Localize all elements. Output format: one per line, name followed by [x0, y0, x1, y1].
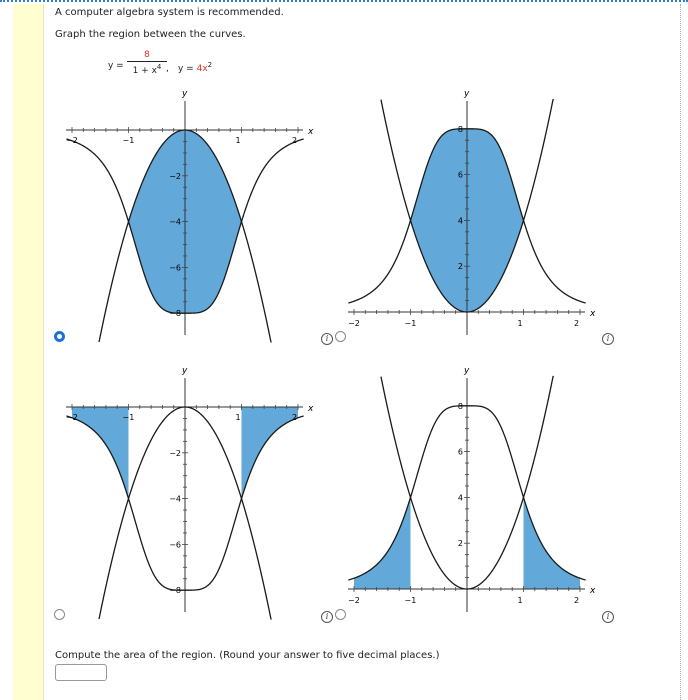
x-tick-label: 1	[235, 413, 241, 422]
y-tick-label: 6	[457, 447, 463, 457]
eq1-lhs: y =	[108, 61, 124, 71]
x-tick-label: −1	[122, 136, 135, 145]
y-tick-label: 4	[457, 216, 463, 226]
y-tick-label: −6	[169, 540, 181, 550]
radio-option-a[interactable]	[54, 331, 65, 342]
question-gutter	[13, 4, 44, 700]
instruction-text: Graph the region between the curves.	[55, 29, 246, 40]
eq1-numerator: 8	[127, 50, 167, 62]
graph-option-c	[58, 362, 320, 624]
eq1-denominator	[127, 62, 167, 76]
y-tick-label: −4	[169, 217, 181, 227]
y-tick-label: 8	[457, 401, 463, 411]
x-tick-label: 1	[517, 596, 523, 605]
x-tick-label: −1	[122, 413, 135, 422]
graph-option-a	[58, 85, 320, 347]
page-right-border	[680, 4, 682, 700]
info-icon[interactable]: i	[602, 333, 614, 345]
area-question: Compute the area of the region. (Round your answer to five decimal places.)	[55, 650, 440, 661]
y-tick-label: −2	[169, 171, 181, 181]
x-tick-label: −2	[66, 413, 78, 422]
info-icon[interactable]: i	[321, 333, 333, 345]
eq2-lhs: y =	[178, 64, 194, 74]
y-tick-label: −4	[169, 494, 181, 504]
x-tick-label: −1	[404, 596, 417, 605]
x-tick-label: −2	[66, 136, 78, 145]
eq2-exp: 2	[207, 61, 213, 69]
y-tick-label: 8	[457, 124, 463, 134]
radio-option-d[interactable]	[335, 609, 346, 620]
x-axis-label: x	[590, 586, 596, 596]
y-tick-label: 2	[457, 539, 463, 549]
x-tick-label: 2	[292, 136, 298, 145]
x-axis-label: x	[308, 404, 314, 414]
graph-option-d	[340, 362, 602, 624]
y-axis-label: y	[464, 89, 470, 99]
y-tick-label: −8	[169, 586, 181, 596]
y-axis-label: y	[464, 366, 470, 376]
eq2-coef: 4x	[196, 64, 208, 74]
x-tick-label: 1	[517, 319, 523, 328]
x-tick-label: 2	[292, 413, 298, 422]
area-answer-input[interactable]	[55, 664, 107, 681]
graph-option-b	[340, 85, 602, 347]
eq1-den-base: 1 + x	[132, 66, 157, 76]
x-axis-label: x	[308, 127, 314, 137]
info-icon[interactable]: i	[321, 611, 333, 623]
page-top-border	[0, 0, 688, 4]
x-tick-label: −2	[348, 596, 360, 605]
x-tick-label: −2	[348, 319, 360, 328]
recommend-text: A computer algebra system is recommended.	[55, 7, 284, 18]
info-icon[interactable]: i	[602, 611, 614, 623]
y-axis-label: y	[182, 89, 188, 99]
x-tick-label: 2	[574, 596, 580, 605]
eq1-comma: ,	[166, 64, 169, 74]
y-tick-label: −2	[169, 448, 181, 458]
x-tick-label: −1	[404, 319, 417, 328]
y-tick-label: −6	[169, 263, 181, 273]
y-tick-label: 6	[457, 170, 463, 180]
eq2-equation	[178, 61, 212, 74]
y-tick-label: −8	[169, 309, 181, 319]
eq1-fraction	[127, 50, 167, 76]
x-tick-label: 2	[574, 319, 580, 328]
y-axis-label: y	[182, 366, 188, 376]
y-tick-label: 4	[457, 493, 463, 503]
x-tick-label: 1	[235, 136, 241, 145]
x-axis-label: x	[590, 309, 596, 319]
eq1-den-exp: 4	[156, 63, 162, 71]
radio-option-b[interactable]	[335, 331, 346, 342]
radio-option-c[interactable]	[54, 609, 65, 620]
y-tick-label: 2	[457, 262, 463, 272]
